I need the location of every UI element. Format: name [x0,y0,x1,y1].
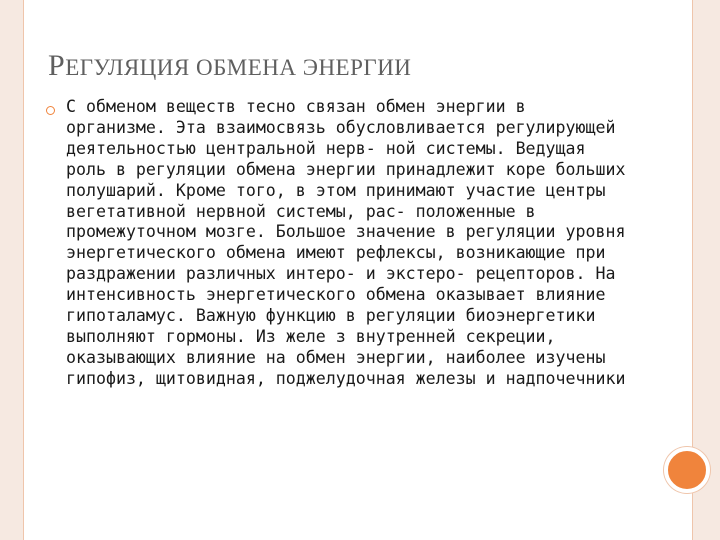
slide-title-rest: ЕГУЛЯЦИЯ ОБМЕНА ЭНЕРГИИ [65,55,412,80]
bullet-item [46,97,624,390]
bullet-text: С обменом веществ тесно связан обмен энергии в организме. Эта взаимосвязь обусловливается регулирующей деятельностью центральной нерв- ной системы. Ведущая роль в регуляции обмена энергии принадлежит коре больших полушарий. Кроме того, в этом принимают участие центры вегетативной нервной системы, рас- положенные в промежуточном мозге. Большое значение в регуляции уровня энергетического обмена имеют рефлексы, возникающие при раздражении различных интеро- и экстеро- рецепторов. На интенсивность энергетического обмена оказывает влияние гипоталамус. Важную функцию в регуляции биоэнергетики выполняют гормоны. Из желе з внутренней секреции, оказывающих влияние на обмен энергии, наиболее изучены гипофиз, щитовидная, поджелудочная железы и надпочечники [66,97,626,388]
slide-title [48,48,411,81]
slide-title-initial: Р [48,49,66,82]
slide [23,0,693,540]
bullet-circle-icon [46,106,55,115]
decorative-orange-circle [664,447,710,493]
